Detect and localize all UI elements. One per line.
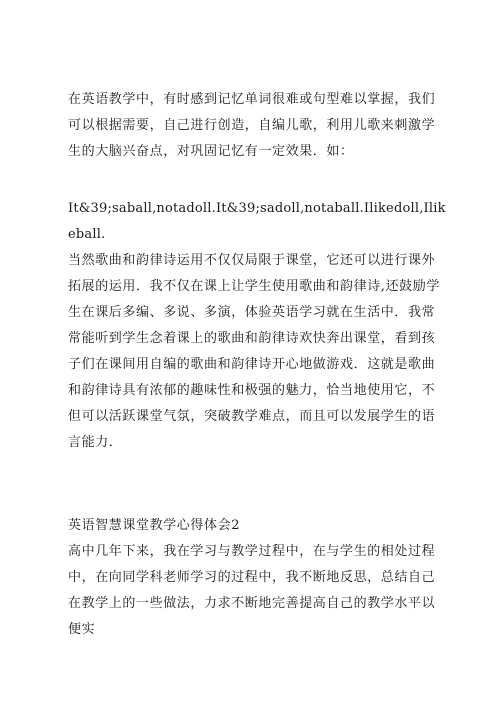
section-heading: 英语智慧课堂教学心得体会2: [68, 518, 241, 533]
paragraph-songs-usage: 当然歌曲和韵律诗运用不仅仅局限于课堂，它还可以进行课外拓展的运用．我不仅在课上让学生使用歌曲和韵律诗,还鼓励学生在课后多编、多说、多演，体验英语学习就在生活中．我常常能听到学生念着课上的歌曲和韵律诗欢快奔出课堂，看到孩子们在课间用自编的歌曲和韵律诗开心地做游戏．这就是歌曲和韵律诗具有浓郁的趣味性和极强的魅力，恰当地使用它，不但可以活跃课堂气氛，突破教学难点，而且可以发展学生的语言能力．: [68, 253, 440, 450]
paragraph-english-rhyme: It&39;saball,notadoll.It&39;sadoll,notaball.Ilikedoll,Ilikeball.: [68, 201, 446, 242]
paragraph-rhyme-intro: 在英语教学中，有时感到记忆单词很难或句型难以掌握，我们可以根据需要，自己进行创造，自编儿歌，利用儿歌来刺激学生的大脑兴奋点，对巩固记忆有一定效果．如：: [68, 92, 436, 159]
paragraph-teaching-reflection: 高中几年下来，我在学习与教学过程中，在与学生的相处过程中，在向同学科老师学习的过程中，我不断地反思，总结自己在教学上的一些做法，力求不断地完善提高自己的教学水平以便实: [68, 544, 436, 637]
